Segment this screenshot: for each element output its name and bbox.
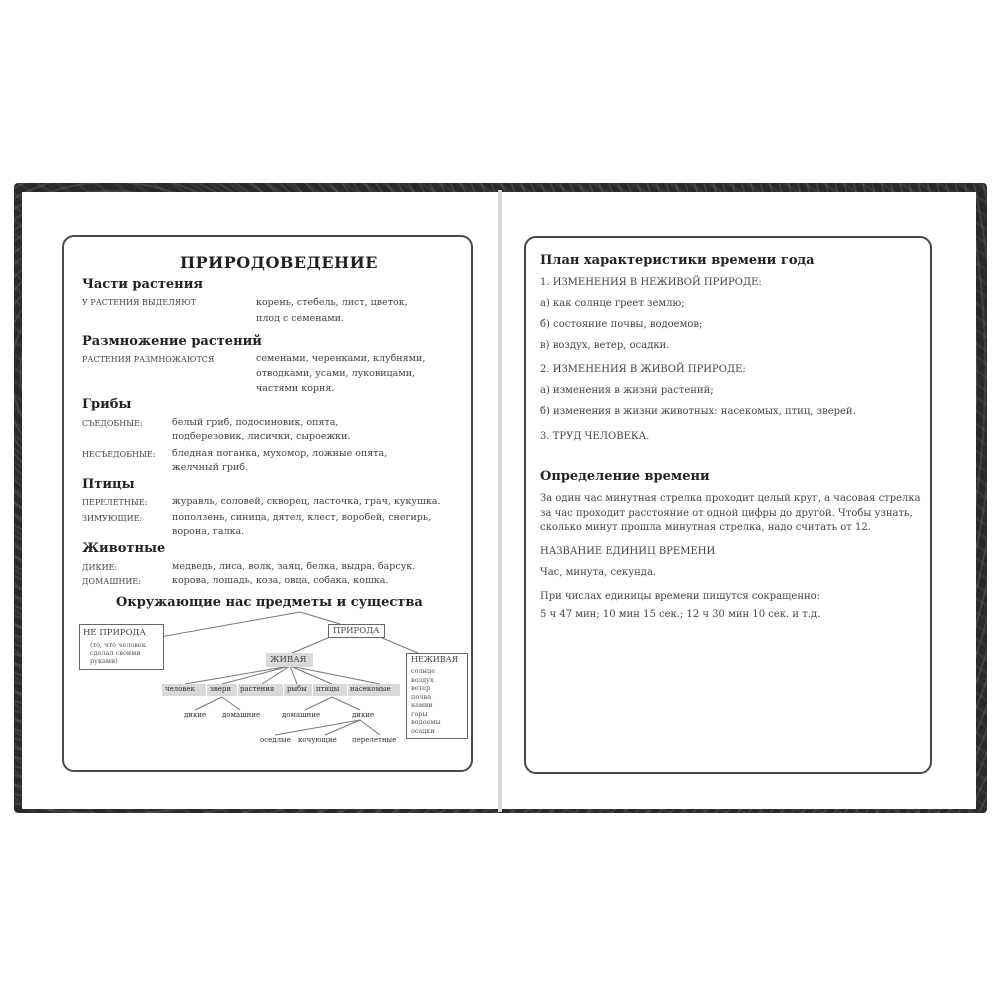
migratory-label: ПЕРЕЛЕТНЫЕ: — [82, 498, 148, 507]
living-item-birds-label: птицы — [316, 685, 340, 693]
plan-heading: План характеристики времени года — [540, 253, 815, 268]
inedible-label: НЕСЪЕДОБНЫЕ: — [82, 450, 156, 459]
reproduction-value-2: отводками, усами, луковицами, — [256, 368, 416, 379]
wild-birds-nomadic: кочующие — [298, 736, 337, 744]
wintering-value-2: ворона, галка. — [172, 526, 245, 537]
living-changes-heading: 2. ИЗМЕНЕНИЯ В ЖИВОЙ ПРИРОДЕ: — [540, 364, 746, 375]
birds-wild: дикие — [352, 711, 375, 719]
nonliving-change-c: в) воздух, ветер, осадки. — [540, 340, 670, 351]
plant-parts-value-2: плод с семенами. — [256, 313, 344, 324]
edible-label: СЪЕДОБНЫЕ: — [82, 419, 143, 428]
edible-value-2: подберезовик, лисички, сыроежки. — [172, 431, 351, 442]
inedible-value-2: желчный гриб. — [172, 462, 249, 473]
domestic-label: ДОМАШНИЕ: — [82, 577, 141, 586]
living-change-b: б) изменения в жизни животных: насекомых, птиц, зверей. — [540, 406, 856, 417]
plant-parts-value-1: корень, стебель, лист, цветок, — [256, 297, 408, 308]
beasts-domestic: домашние — [222, 711, 261, 719]
notebook-spine — [498, 190, 502, 812]
wintering-label: ЗИМУЮЩИЕ: — [82, 514, 143, 523]
human-labor: 3. ТРУД ЧЕЛОВЕКА. — [540, 431, 650, 442]
nonliving-item: горы — [411, 709, 428, 718]
nonliving-item: солнце — [411, 667, 436, 675]
abbreviation-heading: При числах единицы времени пишутся сокращенно: — [540, 591, 821, 602]
not-nature-label: НЕ ПРИРОДА — [83, 628, 146, 638]
birds-heading: Птицы — [82, 477, 135, 492]
wintering-value-1: поползень, синица, дятел, клест, воробей, снегирь, — [172, 512, 432, 523]
nonliving-items — [411, 667, 441, 735]
season-plan-panel — [524, 236, 932, 774]
living-item-beasts-label: звери — [210, 685, 232, 693]
wild-birds-migratory: перелетные — [352, 736, 397, 744]
living-label: ЖИВАЯ — [270, 655, 307, 665]
nonliving-label: НЕЖИВАЯ — [411, 655, 459, 664]
reproduction-value-3: частями корня. — [256, 383, 335, 394]
time-paragraph-1: За один час минутная стрелка проходит целый круг, а часовая стрелка — [540, 493, 921, 504]
time-paragraph-3: сколько минут прошла минутная стрелка, надо считать от 12. — [540, 522, 871, 533]
domestic-value: корова, лошадь, коза, овца, собака, кошка. — [172, 575, 389, 586]
time-units-value: Час, минута, секунда. — [540, 567, 657, 578]
reproduction-heading: Размножение растений — [82, 334, 262, 349]
edible-value-1: белый гриб, подосиновик, опята, — [172, 417, 339, 428]
nonliving-item: воздух — [411, 675, 434, 684]
nonliving-item: водоемы — [411, 718, 441, 726]
reproduction-value-1: семенами, черенками, клубнями, — [256, 353, 426, 364]
time-units-heading: НАЗВАНИЕ ЕДИНИЦ ВРЕМЕНИ — [540, 546, 716, 557]
living-item-insects-label: насекомые — [350, 685, 391, 693]
plant-parts-label: У РАСТЕНИЯ ВЫДЕЛЯЮТ — [82, 298, 197, 307]
nonliving-change-b: б) состояние почвы, водоемов; — [540, 319, 703, 330]
nonliving-item: осадки — [411, 726, 435, 735]
animals-heading: Животные — [82, 541, 166, 556]
time-paragraph-2: за час проходит расстояние от одной цифры до другой. Чтобы узнать, — [540, 508, 913, 519]
abbreviation-value: 5 ч 47 мин; 10 мин 15 сек.; 12 ч 30 мин 10 сек. и т.д. — [540, 609, 821, 620]
mushrooms-heading: Грибы — [82, 397, 132, 412]
nonliving-item: камни — [411, 701, 433, 709]
living-item-plants-label: растения — [240, 685, 275, 693]
inedible-value-1: бледная поганка, мухомор, ложные опята, — [172, 448, 388, 459]
plant-parts-heading: Части растения — [82, 277, 203, 292]
living-item-human-label: человек — [165, 685, 195, 693]
wild-birds-settled: оседлые — [260, 736, 291, 744]
reproduction-label: РАСТЕНИЯ РАЗМНОЖАЮТСЯ — [82, 355, 215, 364]
nonliving-item: почва — [411, 692, 432, 701]
nonliving-changes-heading: 1. ИЗМЕНЕНИЯ В НЕЖИВОЙ ПРИРОДЕ: — [540, 277, 762, 288]
not-nature-note-2: сделал своими — [90, 649, 141, 657]
migratory-value: журавль, соловей, скворец, ласточка, грач, кукушка. — [172, 496, 441, 507]
living-item-fish-label: рыбы — [287, 685, 307, 693]
not-nature-note-1: (то, что человек — [90, 641, 146, 649]
wild-label: ДИКИЕ: — [82, 563, 118, 572]
wild-value: медведь, лиса, волк, заяц, белка, выдра, барсук. — [172, 561, 416, 572]
beasts-wild: дикие — [184, 711, 207, 719]
time-heading: Определение времени — [540, 469, 710, 484]
living-change-a: а) изменения в жизни растений; — [540, 385, 714, 396]
diagram-heading: Окружающие нас предметы и существа — [116, 595, 423, 610]
page-title: ПРИРОДОВЕДЕНИЕ — [180, 253, 378, 272]
nature-label: ПРИРОДА — [333, 626, 380, 636]
birds-domestic: домашние — [282, 711, 321, 719]
nonliving-item: ветер — [411, 684, 431, 692]
nonliving-change-a: а) как солнце греет землю; — [540, 298, 685, 309]
not-nature-note-3: руками) — [90, 657, 118, 665]
